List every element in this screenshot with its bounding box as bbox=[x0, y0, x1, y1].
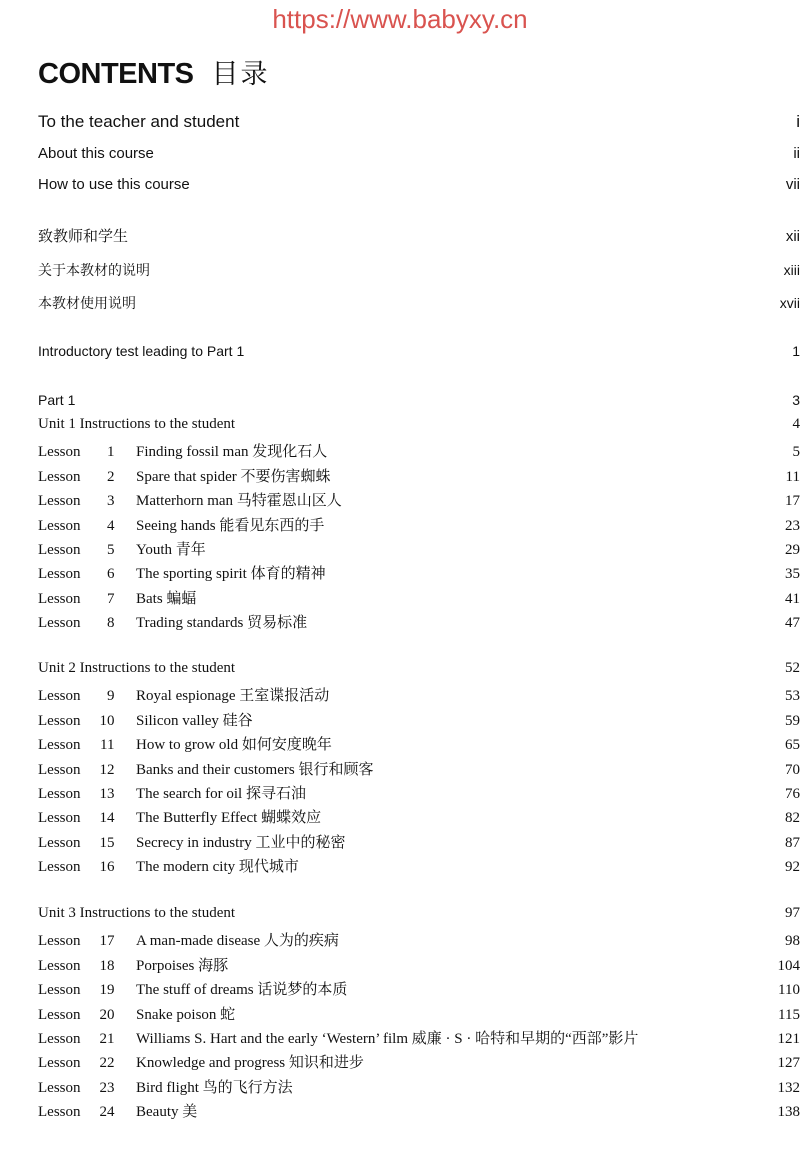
toc-part-1[interactable] bbox=[38, 392, 800, 414]
toc-entry-label: Introductory test leading to Part 1 bbox=[38, 343, 245, 359]
lesson-page: 35 bbox=[785, 566, 800, 582]
lesson-row[interactable] bbox=[38, 733, 800, 755]
lesson-row[interactable] bbox=[38, 1076, 800, 1098]
lesson-number bbox=[38, 810, 136, 827]
lesson-number bbox=[38, 835, 136, 852]
lesson-title: Beauty 美 bbox=[136, 1104, 198, 1120]
lesson-page: 5 bbox=[792, 444, 800, 460]
lesson-title: The stuff of dreams 话说梦的本质 bbox=[136, 982, 348, 998]
lesson-row[interactable] bbox=[38, 1003, 800, 1025]
lesson-num: 11 bbox=[100, 737, 115, 753]
lesson-page: 98 bbox=[785, 933, 800, 949]
lesson-row[interactable] bbox=[38, 831, 800, 853]
lesson-page: 92 bbox=[785, 859, 800, 875]
lesson-number bbox=[38, 1007, 136, 1024]
lesson-page: 47 bbox=[785, 615, 800, 631]
lesson-number bbox=[38, 762, 136, 779]
lesson-word: Lesson bbox=[38, 713, 81, 729]
lesson-number bbox=[38, 469, 136, 486]
lesson-num: 1 bbox=[107, 444, 115, 460]
lesson-row[interactable] bbox=[38, 587, 800, 609]
lesson-row[interactable] bbox=[38, 855, 800, 877]
lesson-row[interactable] bbox=[38, 1027, 800, 1049]
lesson-page: 53 bbox=[785, 688, 800, 704]
lesson-page: 115 bbox=[778, 1007, 800, 1023]
lesson-row[interactable] bbox=[38, 782, 800, 804]
toc-entry-about-course[interactable] bbox=[38, 145, 800, 167]
lesson-word: Lesson bbox=[38, 1007, 81, 1023]
lesson-number bbox=[38, 444, 136, 461]
part-label: Part 1 bbox=[38, 392, 76, 408]
unit-label: Unit 1 Instructions to the student bbox=[38, 416, 236, 432]
lesson-num: 3 bbox=[107, 493, 115, 509]
lesson-num: 4 bbox=[107, 518, 115, 534]
lesson-title: Finding fossil man 发现化石人 bbox=[136, 444, 328, 460]
lesson-num: 8 bbox=[107, 615, 115, 631]
lesson-row[interactable] bbox=[38, 954, 800, 976]
lesson-number bbox=[38, 1055, 136, 1072]
lesson-page: 29 bbox=[785, 542, 800, 558]
lesson-num: 19 bbox=[99, 982, 115, 998]
lesson-num: 17 bbox=[99, 933, 115, 949]
lesson-row[interactable] bbox=[38, 562, 800, 584]
lesson-word: Lesson bbox=[38, 982, 81, 998]
toc-entry-page: xiii bbox=[783, 262, 800, 278]
toc-entry-label: To the teacher and student bbox=[38, 112, 240, 131]
lesson-word: Lesson bbox=[38, 1080, 81, 1096]
lesson-num: 20 bbox=[99, 1007, 115, 1023]
title-en: CONTENTS bbox=[38, 58, 194, 90]
lesson-title: Seeing hands 能看见东西的手 bbox=[136, 518, 325, 534]
lesson-page: 82 bbox=[785, 810, 800, 826]
lesson-num: 9 bbox=[107, 688, 115, 704]
lesson-number bbox=[38, 786, 136, 803]
lesson-num: 18 bbox=[99, 958, 115, 974]
lesson-title: Secrecy in industry 工业中的秘密 bbox=[136, 835, 346, 851]
lesson-number bbox=[38, 591, 136, 608]
lesson-num: 22 bbox=[99, 1055, 115, 1071]
lesson-page: 121 bbox=[777, 1031, 800, 1047]
toc-entry-cn-how-to-use[interactable] bbox=[38, 293, 800, 315]
lesson-number bbox=[38, 1080, 136, 1097]
lesson-num: 7 bbox=[107, 591, 115, 607]
unit-page: 97 bbox=[785, 905, 800, 921]
lesson-num: 6 bbox=[107, 566, 115, 582]
lesson-row[interactable] bbox=[38, 538, 800, 560]
page-title bbox=[38, 52, 270, 91]
toc-entry-cn-teacher-student[interactable] bbox=[38, 225, 800, 247]
lesson-number bbox=[38, 933, 136, 950]
lesson-number bbox=[38, 493, 136, 510]
part-page: 3 bbox=[792, 392, 800, 408]
lesson-title: Bird flight 鸟的飞行方法 bbox=[136, 1080, 293, 1096]
lesson-row[interactable] bbox=[38, 1051, 800, 1073]
lesson-page: 127 bbox=[777, 1055, 800, 1071]
toc-entry-page: ii bbox=[793, 145, 800, 162]
toc-entry-label: About this course bbox=[38, 145, 154, 162]
unit-label: Unit 3 Instructions to the student bbox=[38, 905, 236, 921]
toc-entry-page: vii bbox=[785, 176, 800, 193]
lesson-num: 14 bbox=[99, 810, 115, 826]
lesson-page: 76 bbox=[785, 786, 800, 802]
lesson-row[interactable] bbox=[38, 806, 800, 828]
lesson-row[interactable] bbox=[38, 684, 800, 706]
lesson-word: Lesson bbox=[38, 737, 81, 753]
lesson-word: Lesson bbox=[38, 835, 81, 851]
lesson-title: Banks and their customers 银行和顾客 bbox=[136, 762, 374, 778]
lesson-page: 41 bbox=[785, 591, 800, 607]
lesson-page: 132 bbox=[777, 1080, 800, 1096]
lesson-word: Lesson bbox=[38, 762, 81, 778]
lesson-word: Lesson bbox=[38, 493, 81, 509]
lesson-word: Lesson bbox=[38, 542, 81, 558]
unit-2-heading[interactable] bbox=[38, 660, 800, 682]
lesson-word: Lesson bbox=[38, 566, 81, 582]
lesson-title: Spare that spider 不要伤害蜘蛛 bbox=[136, 469, 331, 485]
lesson-title: Youth 青年 bbox=[136, 542, 206, 558]
lesson-word: Lesson bbox=[38, 615, 81, 631]
lesson-word: Lesson bbox=[38, 444, 81, 460]
lesson-word: Lesson bbox=[38, 786, 81, 802]
lesson-number bbox=[38, 566, 136, 583]
toc-entry-introductory-test[interactable] bbox=[38, 343, 800, 365]
lesson-word: Lesson bbox=[38, 1104, 81, 1120]
lesson-title: Knowledge and progress 知识和进步 bbox=[136, 1055, 364, 1071]
lesson-num: 24 bbox=[99, 1104, 115, 1120]
lesson-number bbox=[38, 615, 136, 632]
lesson-number bbox=[38, 518, 136, 535]
lesson-num: 23 bbox=[99, 1080, 115, 1096]
lesson-page: 138 bbox=[777, 1104, 800, 1120]
lesson-page: 104 bbox=[777, 958, 800, 974]
lesson-word: Lesson bbox=[38, 958, 81, 974]
toc-entry-label: How to use this course bbox=[38, 176, 190, 193]
toc-entry-label: 致教师和学生 bbox=[38, 228, 129, 245]
lesson-num: 21 bbox=[99, 1031, 115, 1047]
title-cn: 目录 bbox=[211, 59, 270, 89]
lesson-num: 15 bbox=[99, 835, 115, 851]
lesson-title: The modern city 现代城市 bbox=[136, 859, 299, 875]
toc-entry-page: xii bbox=[785, 228, 800, 245]
lesson-page: 59 bbox=[785, 713, 800, 729]
lesson-num: 12 bbox=[99, 762, 115, 778]
lesson-word: Lesson bbox=[38, 518, 81, 534]
unit-label: Unit 2 Instructions to the student bbox=[38, 660, 236, 676]
lesson-title: How to grow old 如何安度晚年 bbox=[136, 737, 332, 753]
lesson-num: 13 bbox=[99, 786, 115, 802]
toc-entry-page: 1 bbox=[792, 343, 800, 359]
unit-1-heading[interactable] bbox=[38, 416, 800, 438]
lesson-number bbox=[38, 1104, 136, 1121]
lesson-title: The sporting spirit 体育的精神 bbox=[136, 566, 326, 582]
lesson-page: 110 bbox=[778, 982, 800, 998]
lesson-page: 11 bbox=[785, 469, 800, 485]
lesson-title: Snake poison 蛇 bbox=[136, 1007, 236, 1023]
lesson-row[interactable] bbox=[38, 514, 800, 536]
lesson-word: Lesson bbox=[38, 1031, 81, 1047]
lesson-num: 16 bbox=[99, 859, 115, 875]
lesson-number bbox=[38, 982, 136, 999]
toc-entry-label: 关于本教材的说明 bbox=[38, 262, 150, 278]
lesson-num: 5 bbox=[107, 542, 115, 558]
lesson-number bbox=[38, 958, 136, 975]
lesson-title: Trading standards 贸易标准 bbox=[136, 615, 308, 631]
lesson-number bbox=[38, 542, 136, 559]
lesson-page: 23 bbox=[785, 518, 800, 534]
lesson-row[interactable] bbox=[38, 978, 800, 1000]
lesson-title: Royal espionage 王室谍报活动 bbox=[136, 688, 330, 704]
lesson-title: The search for oil 探寻石油 bbox=[136, 786, 306, 802]
lesson-title: Porpoises 海豚 bbox=[136, 958, 229, 974]
lesson-row[interactable] bbox=[38, 1100, 800, 1122]
toc-entry-page: i bbox=[796, 112, 800, 131]
toc-entry-teacher-student[interactable] bbox=[38, 112, 800, 134]
toc-entry-page: xvii bbox=[779, 295, 800, 311]
watermark-url: https://www.babyxy.cn bbox=[272, 4, 528, 34]
lesson-page: 70 bbox=[785, 762, 800, 778]
lesson-number bbox=[38, 737, 136, 754]
lesson-num: 10 bbox=[99, 713, 115, 729]
lesson-word: Lesson bbox=[38, 1055, 81, 1071]
lesson-number bbox=[38, 859, 136, 876]
unit-3-heading[interactable] bbox=[38, 905, 800, 927]
lesson-page: 87 bbox=[785, 835, 800, 851]
lesson-row[interactable] bbox=[38, 440, 800, 462]
lesson-title: Williams S. Hart and the early ‘Western’ film 威廉 · S · 哈特和早期的“西部”影片 bbox=[136, 1031, 639, 1047]
lesson-number bbox=[38, 688, 136, 705]
lesson-row[interactable] bbox=[38, 465, 800, 487]
lesson-page: 17 bbox=[785, 493, 800, 509]
lesson-row[interactable] bbox=[38, 611, 800, 633]
toc-entry-how-to-use[interactable] bbox=[38, 176, 800, 198]
lesson-row[interactable] bbox=[38, 709, 800, 731]
lesson-word: Lesson bbox=[38, 688, 81, 704]
lesson-num: 2 bbox=[107, 469, 115, 485]
lesson-word: Lesson bbox=[38, 933, 81, 949]
lesson-row[interactable] bbox=[38, 758, 800, 780]
lesson-word: Lesson bbox=[38, 859, 81, 875]
lesson-number bbox=[38, 1031, 136, 1048]
lesson-page: 65 bbox=[785, 737, 800, 753]
unit-page: 4 bbox=[792, 416, 800, 432]
lesson-title: A man-made disease 人为的疾病 bbox=[136, 933, 339, 949]
lesson-word: Lesson bbox=[38, 810, 81, 826]
lesson-row[interactable] bbox=[38, 929, 800, 951]
lesson-word: Lesson bbox=[38, 591, 81, 607]
lesson-number bbox=[38, 713, 136, 730]
lesson-title: Silicon valley 硅谷 bbox=[136, 713, 253, 729]
toc-entry-cn-about-course[interactable] bbox=[38, 260, 800, 282]
lesson-title: Matterhorn man 马特霍恩山区人 bbox=[136, 493, 342, 509]
lesson-title: The Butterfly Effect 蝴蝶效应 bbox=[136, 810, 322, 826]
unit-page: 52 bbox=[785, 660, 800, 676]
lesson-title: Bats 蝙蝠 bbox=[136, 591, 197, 607]
lesson-row[interactable] bbox=[38, 489, 800, 511]
lesson-word: Lesson bbox=[38, 469, 81, 485]
toc-entry-label: 本教材使用说明 bbox=[38, 295, 136, 311]
